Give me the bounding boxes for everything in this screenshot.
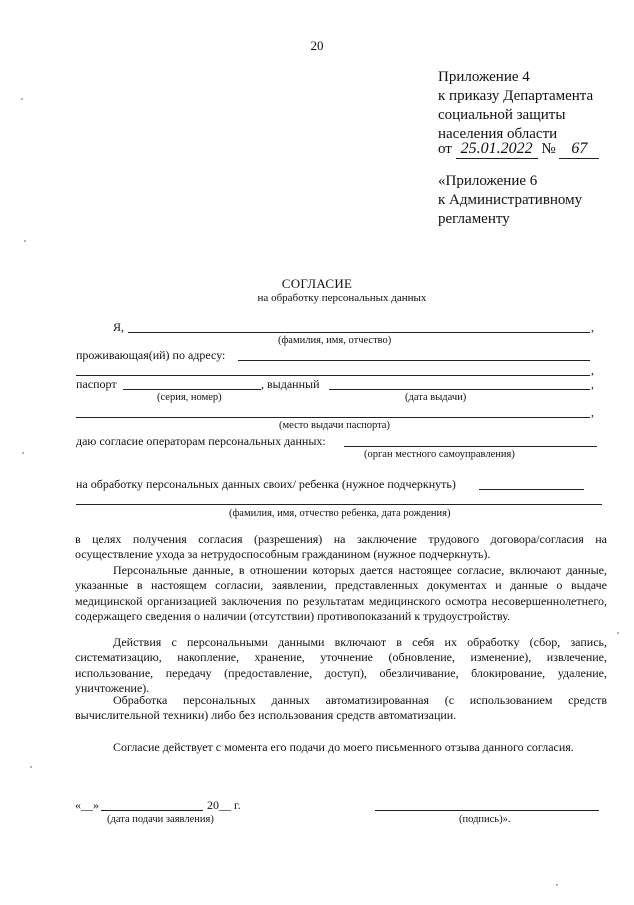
appendix-4-line3: социальной защиты xyxy=(438,107,566,123)
order-number-handwritten: 67 xyxy=(559,139,599,159)
page-number: 20 xyxy=(310,38,324,53)
passport-label: паспорт xyxy=(76,377,117,391)
data-scope-paragraph: Персональные данные, в отношении которых дается настоящее согласие, включают данные, указанные в настоящем согласии, заявлении, представленных документах и данные о выдаче медицинской организацией заключения по результатам медицинского осмотра несовершеннолетнего, содержащего сведения о наличии (отсутствии) противопоказаний к трудоустройству. xyxy=(75,563,607,624)
order-date-handwritten: 25.01.2022 xyxy=(456,139,538,159)
scan-speck xyxy=(22,452,24,454)
actions-paragraph: Действия с персональными данными включают в себя их обработку (сбор, запись, систематизацию, накопление, хранение, уточнение (обновление, изменение), извлечение, использование, передачу (предоставление, доступ), обезличивание, блокирование, удаление, уничтожение). xyxy=(75,635,607,696)
submission-month-field[interactable] xyxy=(101,810,203,811)
issue-date-caption: (дата выдачи) xyxy=(405,392,467,403)
processing-label: на обработку персональных данных своих/ ребенка (нужное подчеркнуть) xyxy=(76,477,456,491)
address-comma: , xyxy=(591,363,594,377)
appendix-6-title: «Приложение 6 xyxy=(438,173,538,189)
scan-speck xyxy=(24,240,26,242)
authority-caption: (орган местного самоуправления) xyxy=(364,449,515,460)
document-title: СОГЛАСИЕ xyxy=(281,276,353,291)
date-open-bracket: «__» xyxy=(75,798,99,812)
from-label: от xyxy=(438,141,452,157)
appendix-6-line2: к Административному xyxy=(438,192,583,208)
passport-comma: , xyxy=(591,377,594,391)
issue-place-field[interactable] xyxy=(76,417,590,418)
fio-caption: (фамилия, имя, отчество) xyxy=(278,335,392,346)
child-info-caption: (фамилия, имя, отчество ребенка, дата рождения) xyxy=(229,508,451,519)
address-field[interactable] xyxy=(238,360,590,361)
appendix-4-line4: населения области xyxy=(438,126,558,142)
fio-field[interactable] xyxy=(128,332,590,333)
appendix-4-line2: к приказу Департамента xyxy=(438,88,594,104)
series-caption: (серия, номер) xyxy=(157,392,222,403)
issue-date-field[interactable] xyxy=(329,389,590,390)
validity-paragraph: Согласие действует с момента его подачи до моего письменного отзыва данного согласия. xyxy=(113,740,574,754)
issue-place-caption: (место выдачи паспорта) xyxy=(279,420,390,431)
appendix-6-line3: регламенту xyxy=(438,211,510,227)
year-label: 20__ г. xyxy=(207,798,241,812)
fio-comma: , xyxy=(591,320,594,334)
scan-speck xyxy=(556,884,558,886)
ya-label: Я, xyxy=(113,320,125,334)
address-field-2[interactable] xyxy=(76,375,590,376)
signature-field[interactable] xyxy=(375,810,599,811)
issued-label: , выданный xyxy=(261,377,320,391)
date-caption: (дата подачи заявления) xyxy=(107,814,214,825)
document-subtitle: на обработку персональных данных xyxy=(257,292,427,304)
purpose-paragraph: в целях получения согласия (разрешения) на заключение трудового договора/согласия на осуществление ухода за нетрудоспособным гражданином (нужное подчеркнуть). xyxy=(75,532,607,562)
scan-speck xyxy=(21,98,23,100)
processing-choice-field[interactable] xyxy=(479,489,584,490)
passport-number-field[interactable] xyxy=(123,389,261,390)
address-label: проживающая(ий) по адресу: xyxy=(76,348,226,362)
number-sign: № xyxy=(541,141,556,157)
appendix-4-date-row xyxy=(438,139,599,159)
child-info-field[interactable] xyxy=(76,504,602,505)
appendix-4-title: Приложение 4 xyxy=(438,69,530,85)
scan-speck xyxy=(30,766,32,768)
scan-speck xyxy=(617,632,619,634)
issue-place-comma: , xyxy=(591,405,594,419)
processing-method-paragraph: Обработка персональных данных автоматизированная (с использованием средств вычислительной техники) либо без использования средств автоматизации. xyxy=(75,693,607,723)
operators-label: даю согласие операторам персональных данных: xyxy=(76,434,326,448)
signature-caption: (подпись)». xyxy=(459,814,511,825)
authority-field[interactable] xyxy=(344,446,597,447)
